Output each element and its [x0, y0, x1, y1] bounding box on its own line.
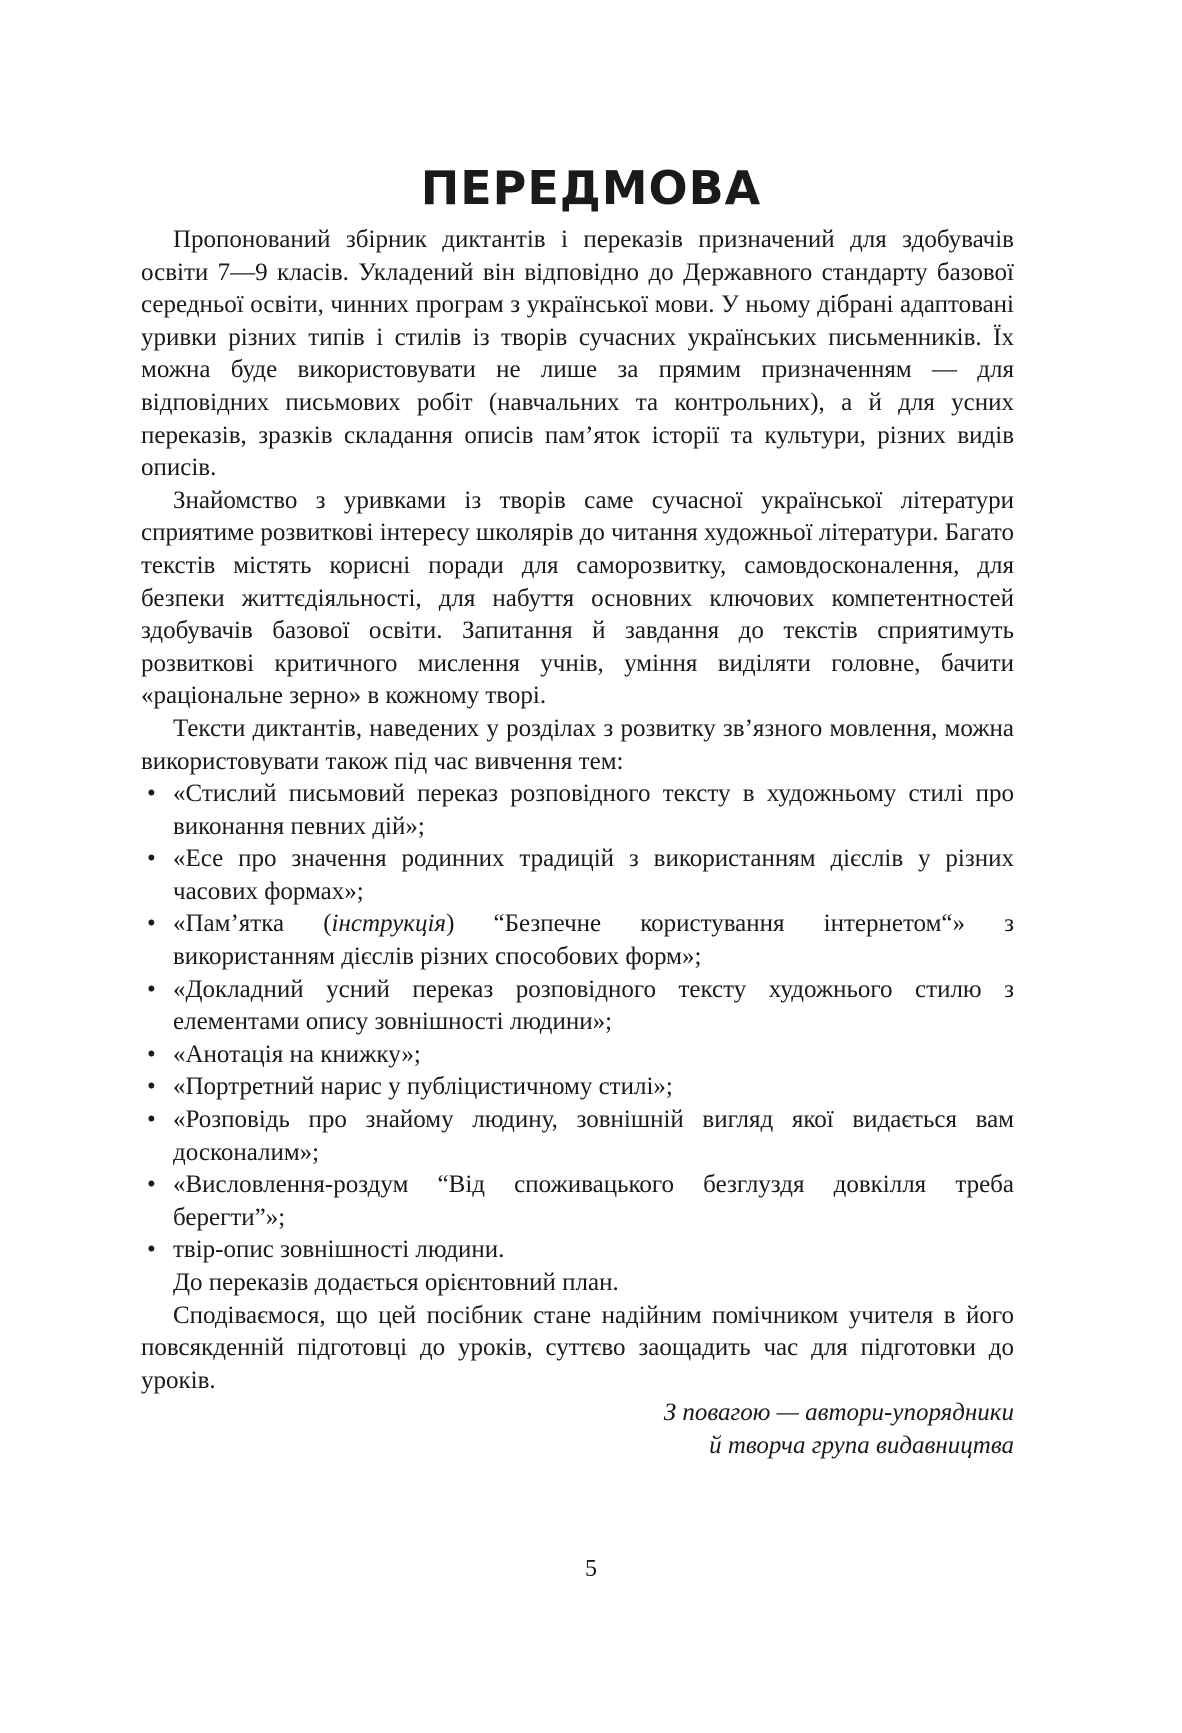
list-item-text [173, 910, 1014, 970]
list-item-text: «Анотація на книжку»; [173, 1040, 421, 1068]
bullet-icon: • [147, 1171, 156, 1199]
list-item [141, 1104, 1014, 1169]
list-item-text: «Висловлення-роздум “Від споживацького безглуздя довкілля треба берегти”»; [173, 1171, 1014, 1231]
paragraph-literature: Знайомство з уривками із творів саме сучасної української літератури сприятиме розвиткові інтересу школярів до читання художньої літератури. Багато текстів містять корисні поради для саморозвитку, самовдосконалення, для безпеки життєдіяльності, для набуття основних ключових компетентностей здобувачів базової освіти. Запитання й завдання до текстів сприятимуть розвиткові критичного мислення учнів, уміння виділяти головне, бачити «раціональне зерно» в кожному творі. [141, 486, 1014, 710]
list-item-text: твір-опис зовнішності людини. [173, 1236, 505, 1264]
page-number: 5 [585, 1556, 597, 1582]
list-item-text: «Портретний нарис у публіцистичному стилі»; [173, 1073, 673, 1101]
bullet-icon: • [147, 845, 156, 873]
topics-list [141, 778, 1014, 1267]
signature-line-2: й творча група видавництва [709, 1431, 1014, 1459]
list-item [141, 1071, 1014, 1104]
page-title: ПЕРЕДМОВА [420, 161, 762, 215]
closing-plan-note: До переказів додається орієнтовний план. [173, 1269, 619, 1296]
closing-paragraph: Сподіваємося, що цей посібник стане надійним помічником учителя в його повсякденній підготовці до уроків, суттєво заощадить час для підготовки до уроків. [141, 1301, 1014, 1394]
paragraph-intro: Пропонований збірник диктантів і переказів призначений для здобувачів освіти 7—9 класів. Укладений він відповідно до Державного стандарту базової середньої освіти, чинних програм з української мови. У ньому дібрані адаптовані уривки різних типів і стилів із творів сучасних українських письменників. Їх можна буде використовувати не лише за прямим призначенням — для відповідних письмових робіт (навчальних та контрольних), а й для усних переказів, зразків складання описів пам’яток історії та культури, різних видів описів. [141, 226, 1014, 482]
list-item-text: «Стислий письмовий переказ розповідного тексту в художньому стилі про виконання певних дій»; [173, 780, 1014, 840]
list-item [141, 1039, 1014, 1072]
bullet-icon: • [147, 1236, 156, 1264]
list-item-text-part: «Пам’ятка ( [173, 910, 332, 938]
list-item-text: «Розповідь про знайому людину, зовнішній вигляд якої видається вам досконалим»; [173, 1106, 1014, 1166]
preface-body [141, 224, 1014, 1463]
bullet-icon: • [147, 975, 156, 1003]
bullet-icon: • [147, 1106, 156, 1134]
bullet-icon: • [147, 780, 156, 808]
list-item [141, 1234, 1014, 1267]
paragraph-topics-intro: Тексти диктантів, наведених у розділах з розвитку зв’язного мовлення, можна використовувати також під час вивчення тем: [141, 714, 1014, 775]
list-item [141, 974, 1014, 1039]
list-item [141, 1169, 1014, 1234]
list-item [141, 843, 1014, 908]
list-item-text: «Докладний усний переказ розповідного тексту художнього стилю з елементами опису зовнішності людини»; [173, 975, 1014, 1036]
list-item-text: «Есе про значення родинних традицій з використанням дієслів у різних часових формах»; [173, 845, 1014, 905]
list-item-italic-text: інструкція [331, 910, 447, 938]
signature-line-1: З повагою — автори-упорядники [663, 1399, 1014, 1427]
bullet-icon: • [147, 1073, 156, 1101]
list-item [141, 778, 1014, 843]
list-item-text-part: ) “Безпечне користування інтернетом“» з використанням дієслів різних способових форм»; [173, 910, 1014, 971]
bullet-icon: • [147, 910, 156, 938]
list-item [141, 908, 1014, 973]
bullet-icon: • [147, 1040, 156, 1068]
